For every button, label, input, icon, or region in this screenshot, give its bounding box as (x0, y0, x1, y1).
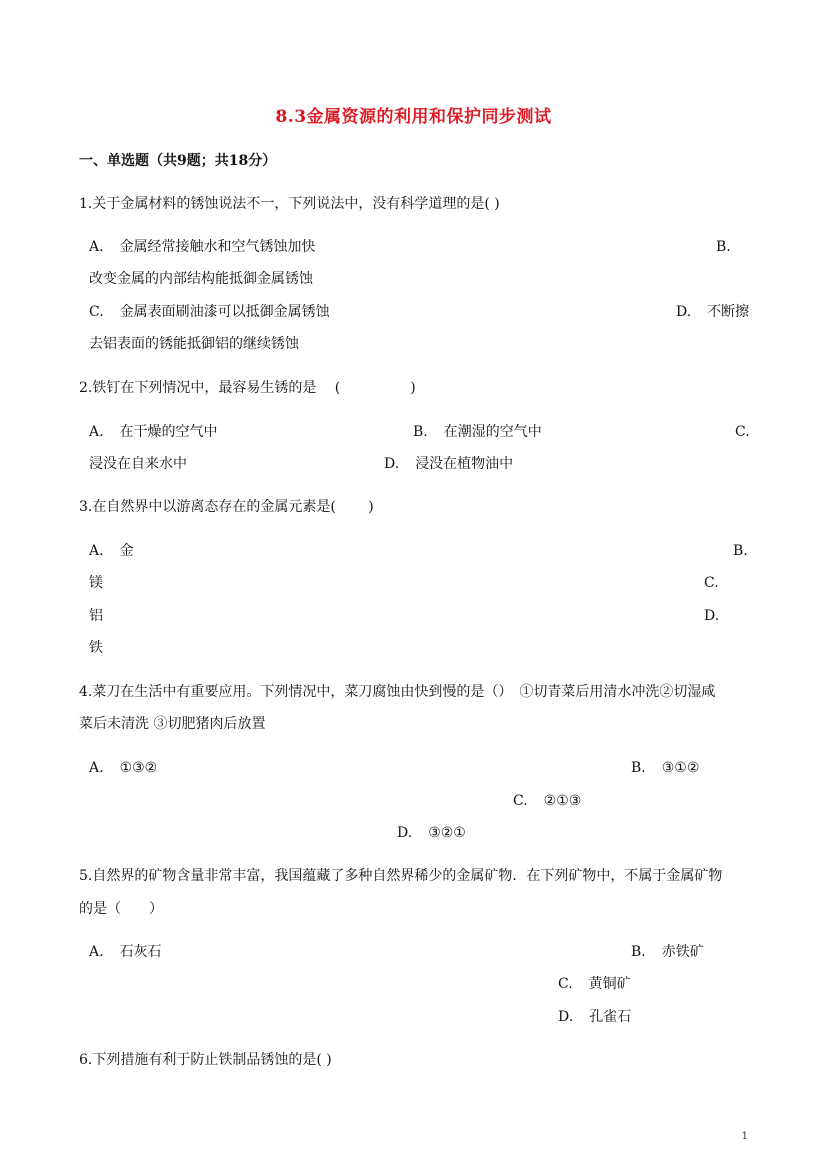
question-4-stem-line2: 菜后未清洗 ③切肥猪肉后放置 (79, 716, 266, 732)
q5-option-c (558, 974, 631, 994)
q2-option-a (89, 422, 218, 442)
q3-option-c-label: C. (704, 575, 719, 591)
option-text: 在潮湿的空气中 (443, 424, 542, 440)
option-label: D. (384, 456, 400, 472)
option-text: 石灰石 (119, 944, 162, 960)
question-1-stem: 1.关于金属材料的锈蚀说法不一，下列说法中，没有科学道理的是( ) (79, 196, 500, 212)
option-label: B. (631, 760, 646, 776)
q4-option-a (89, 758, 157, 778)
option-label: D. (558, 1009, 574, 1025)
q1-option-b-text: 改变金属的内部结构能抵御金属锈蚀 (89, 271, 313, 287)
question-5-stem-line1: 5.自然界的矿物含量非常丰富，我国蕴藏了多种自然界稀少的金属矿物．在下列矿物中，不属于金属矿物 (79, 868, 723, 884)
option-text: ③②① (428, 825, 466, 841)
option-label: C. (513, 793, 528, 809)
option-text: 金属表面刷油漆可以抵御金属锈蚀 (119, 304, 330, 320)
option-label: C. (558, 976, 573, 992)
section-heading: 一、单选题（共9题；共18分） (79, 153, 277, 169)
option-text: ③①② (661, 760, 700, 776)
option-text: 孔雀石 (589, 1009, 632, 1025)
q5-option-b (631, 942, 704, 962)
option-label: A. (89, 944, 104, 960)
option-text: 金 (119, 543, 134, 559)
q1-option-c (89, 302, 330, 322)
q5-option-d (558, 1007, 631, 1027)
q1-option-b-label: B. (716, 239, 731, 255)
q4-option-d (397, 823, 466, 843)
q5-option-a (89, 942, 162, 962)
q3-option-b-label: B. (733, 543, 748, 559)
option-label: C. (89, 304, 104, 320)
q4-option-c (513, 791, 581, 811)
option-label: D. (676, 304, 692, 320)
q1-option-a (89, 237, 316, 257)
q2-option-c-text: 浸没在自来水中 (89, 456, 187, 472)
question-5-stem-line2: 的是（ ） (79, 901, 163, 917)
option-text: ②①③ (543, 793, 582, 809)
q3-option-d-label: D. (704, 608, 720, 624)
q2-option-c-label: C. (735, 424, 750, 440)
q3-option-d-text: 铁 (89, 640, 103, 656)
question-6-stem: 6.下列措施有利于防止铁制品锈蚀的是( ) (79, 1052, 332, 1068)
option-text: 不断擦 (707, 304, 750, 320)
question-3-stem: 3.在自然界中以游离态存在的金属元素是( ) (79, 499, 374, 515)
option-label: A. (89, 760, 104, 776)
option-text: 在干燥的空气中 (119, 424, 218, 440)
option-label: B. (631, 944, 646, 960)
q2-option-b (413, 422, 542, 442)
option-text: 黄铜矿 (588, 976, 631, 992)
option-label: D. (397, 825, 413, 841)
option-label: A. (89, 424, 104, 440)
option-text: 金属经常接触水和空气锈蚀加快 (119, 239, 316, 255)
q4-option-b (631, 758, 699, 778)
option-label: B. (413, 424, 428, 440)
option-text: 浸没在植物油中 (415, 456, 514, 472)
question-4-stem-line1: 4.菜刀在生活中有重要应用。下列情况中，菜刀腐蚀由快到慢的是（） ①切青菜后用清水冲洗②切湿咸 (79, 684, 716, 700)
option-text: 赤铁矿 (661, 944, 704, 960)
q3-option-c-text: 铝 (89, 608, 103, 624)
q1-option-d-cont: 去铝表面的锈能抵御铝的继续锈蚀 (89, 336, 299, 352)
q1-option-d (676, 302, 749, 322)
page-number: 1 (741, 1131, 748, 1142)
option-label: A. (89, 239, 104, 255)
option-text: ①③② (119, 760, 158, 776)
q3-option-a (89, 541, 134, 561)
option-label: A. (89, 543, 104, 559)
page-title: 8.3金属资源的利用和保护同步测试 (275, 107, 552, 127)
q2-option-d (384, 454, 513, 474)
question-2-stem: 2.铁钉在下列情况中，最容易生锈的是 ( ) (79, 380, 416, 396)
q3-option-b-text: 镁 (89, 575, 103, 591)
